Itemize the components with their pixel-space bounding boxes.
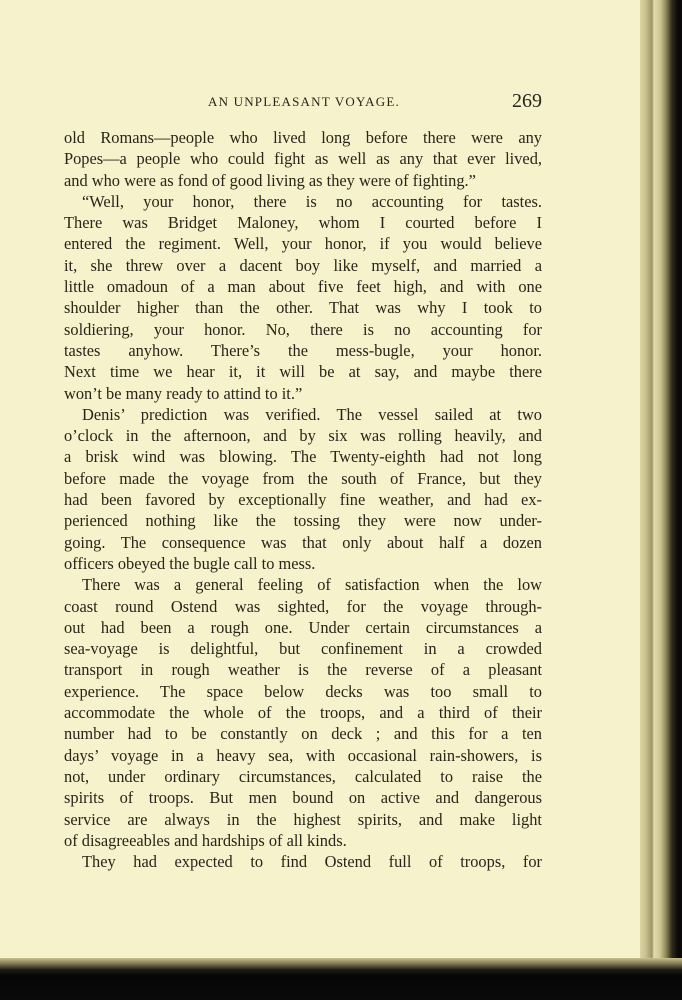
text-line: “Well, your honor, there is no accounting for tastes.: [82, 191, 542, 211]
text-line: not, under ordinary circumstances, calculated to raise the: [64, 766, 542, 786]
text-line: of disagreeables and hardships of all kinds.: [64, 830, 347, 850]
text-line: coast round Ostend was sighted, for the voyage through-: [64, 596, 542, 616]
text-line: accommodate the whole of the troops, and a third of their: [64, 703, 542, 723]
text-line: They had expected to find Ostend full of troops, for: [82, 852, 542, 872]
text-line: tastes anyhow. There’s the mess-bugle, your honor.: [64, 340, 542, 360]
text-line: officers obeyed the bugle call to mess.: [64, 553, 316, 573]
text-line: service are always in the highest spirits, and make light: [64, 809, 542, 829]
body-text: [64, 127, 542, 872]
text-line: Next time we hear it, it will be at say, and maybe there: [64, 362, 542, 382]
text-line: a brisk wind was blowing. The Twenty-eighth had not long: [64, 447, 542, 467]
text-line: Popes—a people who could fight as well as any that ever lived,: [64, 149, 542, 169]
text-line: transport in rough weather is the reverse of a pleasant: [64, 660, 542, 680]
text-line: won’t be many ready to attind to it.”: [64, 383, 303, 403]
text-line: soldiering, your honor. No, there is no accounting for: [64, 319, 542, 339]
text-line: There was Bridget Maloney, whom I courted before I: [64, 213, 542, 233]
text-line: There was a general feeling of satisfaction when the low: [82, 575, 542, 595]
text-line: experience. The space below decks was too small to: [64, 681, 542, 701]
text-line: little omadoun of a man about five feet high, and with one: [64, 277, 542, 297]
text-line: had been favored by exceptionally fine weather, and had ex-: [64, 490, 542, 510]
text-line: days’ voyage in a heavy sea, with occasional rain-showers, is: [64, 745, 542, 765]
text-line: number had to be constantly on deck ; and this for a ten: [64, 724, 542, 744]
text-line: sea-voyage is delightful, but confinement in a crowded: [64, 639, 542, 659]
running-head: AN UNPLEASANT VOYAGE.: [208, 94, 400, 109]
text-line: spirits of troops. But men bound on active and dangerous: [64, 788, 542, 808]
text-line: shoulder higher than the other. That was why I took to: [64, 298, 542, 318]
text-line: Denis’ prediction was verified. The vessel sailed at two: [82, 404, 542, 424]
text-line: old Romans—people who lived long before there were any: [64, 128, 542, 147]
page-header: [64, 90, 542, 114]
page-edge-right: [640, 0, 682, 1000]
text-line: and who were as fond of good living as they were of fighting.”: [64, 170, 476, 190]
page-number: 269: [512, 90, 542, 112]
text-line: entered the regiment. Well, your honor, if you would believe: [64, 234, 542, 254]
text-line: going. The consequence was that only about half a dozen: [64, 532, 542, 552]
text-line: out had been a rough one. Under certain circumstances a: [64, 617, 542, 637]
text-line: perienced nothing like the tossing they were now under-: [64, 511, 542, 531]
text-line: o’clock in the afternoon, and by six was rolling heavily, and: [64, 426, 542, 446]
text-line: it, she threw over a dacent boy like myself, and married a: [64, 255, 542, 275]
page-edge-bottom: [0, 958, 682, 1000]
text-line: before made the voyage from the south of France, but they: [64, 468, 542, 488]
